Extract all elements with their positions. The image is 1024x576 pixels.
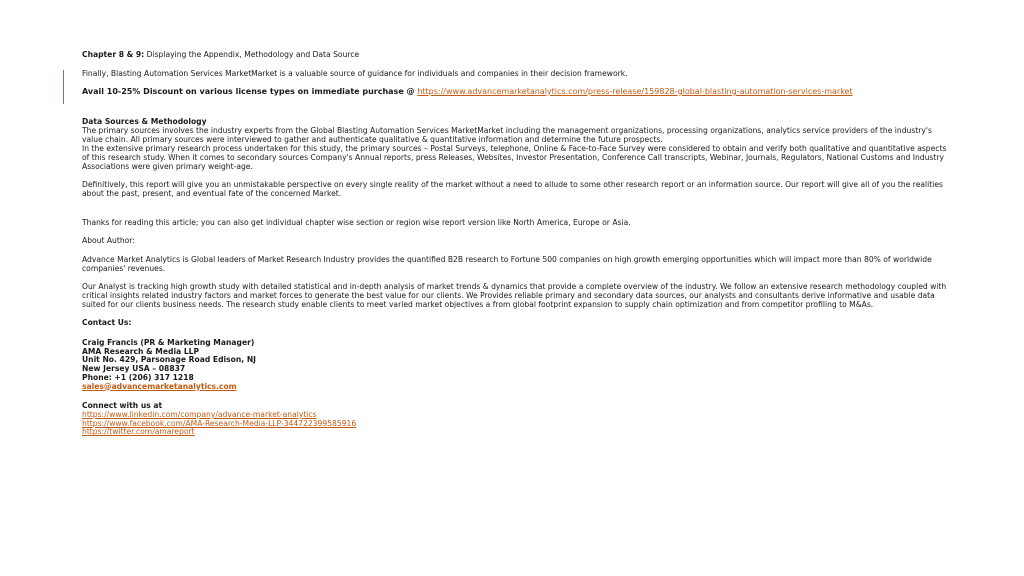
contact-block <box>82 339 952 391</box>
about-author-heading: About Author: <box>82 236 135 245</box>
chapter-line <box>82 50 952 59</box>
connect-heading: Connect with us at <box>82 401 163 411</box>
discount-label: Avail 10-25% Discount on various license types on immediate purchase @ <box>82 87 418 96</box>
definitely-paragraph: Definitively, this report will give you an unmistakable perspective on every single reality of the market without a need to allude to some other research report or an information source. Our report will give all of you the realities about the past, present, and eventual fate of the concerned Market. <box>82 180 943 198</box>
contact-phone: Phone: +1 (206) 317 1218 <box>82 372 194 382</box>
connect-block <box>82 402 952 437</box>
analyst-paragraph: Our Analyst is tracking high growth study with detailed statistical and in-depth analysis of market trends & dynamics that provide a complete overview of the industry. We follow an extensive research methodology coupled with critical insights related industry factors and market forces to generate the best value for our clients. We Provides reliable primary and secondary data sources, our analysts and consultants derive informative and usable data suited for our clients business needs. The research study enable clients to meet varied market objectives a from global footprint expansion to supply chain optimization and from competitor profiling to M&As. <box>82 282 947 309</box>
chapter-label: Chapter 8 & 9: <box>82 50 145 59</box>
company-description: Advance Market Analytics is Global leaders of Market Research Industry provides the quantified B2B research to Fortune 500 companies on high growth emerging opportunities which will impact more than 80% of worldwide companies' revenues. <box>82 255 932 273</box>
contact-us-heading: Contact Us: <box>82 318 132 327</box>
contact-email-link[interactable]: sales@advancemarketanalytics.com <box>82 381 237 391</box>
thanks-paragraph: Thanks for reading this article; you can also get individual chapter wise section or region wise report version like North America, Europe or Asia. <box>82 218 631 227</box>
contact-address-2: New Jersey USA – 08837 <box>82 364 186 374</box>
chapter-text: Displaying the Appendix, Methodology and Data Source <box>144 50 360 59</box>
press-release-link[interactable]: https://www.advancemarketanalytics.com/press-release/159828-global-blasting-automation-services-market <box>417 87 853 96</box>
contact-company: AMA Research & Media LLP <box>82 346 200 356</box>
document-body <box>82 48 952 437</box>
contact-name: Craig Francis (PR & Marketing Manager) <box>82 338 255 347</box>
facebook-link[interactable]: https://www.facebook.com/AMA-Research-Media-LLP-344722399585916 <box>82 418 357 428</box>
linkedin-link[interactable]: https://www.linkedin.com/company/advance-market-analytics <box>82 409 317 419</box>
discount-line <box>82 87 952 96</box>
data-sources-heading: Data Sources & Methodology <box>82 117 207 126</box>
data-sources-paragraph-1: The primary sources involves the industry experts from the Global Blasting Automation Services MarketMarket including the management organizations, processing organizations, analytics service providers of the industry's value chain. All primary sources were interviewed to gather and authenticate qualitative & quantitative information and determine the future prospects. <box>82 126 932 144</box>
accent-divider <box>63 70 64 104</box>
twitter-link[interactable]: https://twitter.com/amareport <box>82 427 195 437</box>
finally-paragraph: Finally, Blasting Automation Services MarketMarket is a valuable source of guidance for individuals and companies in their decision framework. <box>82 69 628 78</box>
data-sources-paragraph-2: In the extensive primary research process undertaken for this study, the primary sources – Postal Surveys, telephone, Online & Face-to-Face Survey were considered to obtain and verify both qualitative and quantitative aspects of this research study. When it comes to secondary sources Company's Annual reports, press Releases, Websites, Investor Presentation, Conference Call transcripts, Webinar, Journals, Regulators, National Customs and Industry Associations were given primary weight-age. <box>82 144 947 171</box>
contact-address-1: Unit No. 429, Parsonage Road Edison, NJ <box>82 355 257 365</box>
